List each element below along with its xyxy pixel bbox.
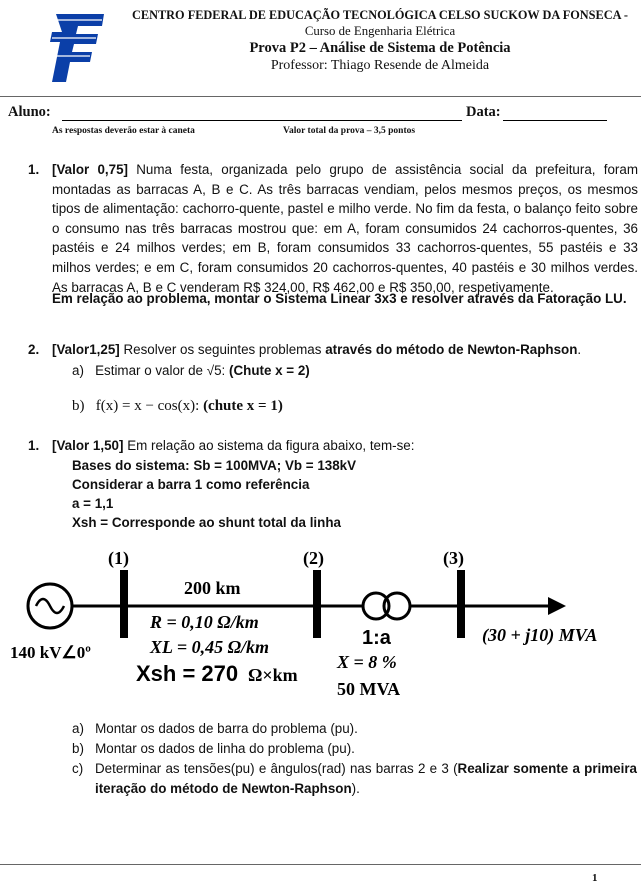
cefet-logo bbox=[48, 10, 106, 86]
exam-title: Prova P2 – Análise de Sistema de Potência bbox=[249, 40, 511, 56]
bus-1-label: (1) bbox=[108, 548, 129, 568]
bus-2-bar bbox=[313, 570, 321, 638]
q2-number: 2. bbox=[28, 342, 40, 357]
q3-item-c-end: ). bbox=[351, 781, 360, 796]
q3-item-c-bold: Realizar somente a primeira iteração do método de Newton-Raphson bbox=[95, 761, 637, 796]
q1-value: [Valor 0,75] bbox=[52, 162, 128, 177]
source-voltage: 140 kV∠0º bbox=[10, 643, 91, 662]
q3-item-a-label: a) bbox=[72, 721, 84, 736]
line-shunt bbox=[136, 661, 238, 686]
data-label: Data: bbox=[466, 104, 501, 120]
institution-name: CENTRO FEDERAL DE EDUCAÇÃO TECNOLÓGICA CELSO SUCKOW DA FONSECA - bbox=[132, 8, 628, 22]
q2-value: [Valor1,25] bbox=[52, 342, 120, 357]
q3-item-a-text: Montar os dados de barra do problema (pu). bbox=[95, 721, 358, 736]
q1-body bbox=[52, 160, 638, 297]
course-name: Curso de Engenharia Elétrica bbox=[304, 24, 456, 38]
q1-text: Numa festa, organizada pelo grupo de assistência social da prefeitura, foram montadas as barracas A, B e C. As três barracas vendiam, pelos mesmos preços, os mesmos tipos de alimentação: cachorro-quente, pastel e milho verde. No fim da festa, o balanço feito sobre o consumo nas três barracas mostrou que: em A, foram consumidos 24 cachorros-quentes, 36 pastéis e 24 milhos verdes; em B, foram consumidos 33 cachorros-quentes, 55 pastéis e 33 milhos verdes; e em C, foram consumidos 20 cachorros-quentes, 40 pastéis e 30 milhos verdes. As barracas A, B e C venderam R$ 324,00, R$ 462,00 e R$ 350,00, respetivamente. bbox=[52, 162, 638, 295]
line-resistance: R = 0,10 Ω/km bbox=[150, 612, 259, 632]
q3-ref: Considerar a barra 1 como referência bbox=[72, 477, 310, 492]
q3-value: [Valor 1,50] bbox=[52, 438, 124, 453]
q3-item-b-label: b) bbox=[72, 741, 84, 756]
transformer-ratio: 1:a bbox=[362, 627, 391, 649]
q2-body bbox=[52, 340, 638, 360]
load-arrow-icon bbox=[548, 597, 566, 615]
transformer-rating: 50 MVA bbox=[337, 679, 401, 699]
line-shunt-value: Xsh = 270 bbox=[136, 661, 239, 686]
bus-2-label: (2) bbox=[303, 548, 324, 568]
q3-bases: Bases do sistema: Sb = 100MVA; Vb = 138kV bbox=[72, 458, 357, 473]
bus-1-bar bbox=[120, 570, 128, 638]
q3-item-a bbox=[72, 719, 358, 739]
header-divider bbox=[0, 96, 641, 97]
q3-item-b bbox=[72, 739, 355, 759]
q3-item-c-text: Determinar as tensões(pu) e ângulos(rad) nas barras 2 e 3 ( bbox=[95, 761, 458, 776]
q2-b-guess: (chute x = 1) bbox=[203, 398, 283, 414]
q3-item-c-label: c) bbox=[72, 761, 84, 776]
q3-item-b-text: Montar os dados de linha do problema (pu). bbox=[95, 741, 355, 756]
data-field[interactable] bbox=[503, 120, 607, 121]
note-pen: As respostas deverão estar à caneta bbox=[52, 126, 195, 136]
q2-a-sqrt: √5 bbox=[206, 363, 222, 378]
bus-3-bar bbox=[457, 570, 465, 638]
line-shunt-unit: Ω×km bbox=[248, 665, 298, 685]
generator-sine bbox=[36, 599, 64, 613]
note-total: Valor total da prova – 3,5 pontos bbox=[283, 126, 416, 136]
transformer-reactance: X = 8 % bbox=[337, 652, 397, 672]
line-length: 200 km bbox=[184, 578, 241, 598]
q2-a-text: Estimar o valor de bbox=[95, 363, 204, 378]
q2-a-colon: : bbox=[221, 363, 226, 378]
q3-xsh: Xsh = Corresponde ao shunt total da linha bbox=[72, 515, 341, 530]
q2-item-b bbox=[72, 396, 283, 416]
q3-body bbox=[52, 436, 638, 456]
q2-end: . bbox=[577, 342, 582, 357]
q2-item-a bbox=[72, 361, 310, 381]
q3-a: a = 1,1 bbox=[72, 496, 114, 511]
load-value: (30 + j10) MVA bbox=[482, 625, 598, 645]
page-number: 1 bbox=[592, 872, 598, 884]
bus-3-label: (3) bbox=[443, 548, 464, 568]
q3-item-c bbox=[95, 759, 637, 799]
q1-instruction: Em relação ao problema, montar o Sistema Linear 3x3 e resolver através da Fatoração LU. bbox=[52, 291, 627, 306]
professor-name: Professor: Thiago Resende de Almeida bbox=[270, 58, 490, 73]
footer-divider bbox=[0, 864, 641, 865]
q2-method: através do método de Newton-Raphson bbox=[325, 342, 578, 357]
line-reactance: XL = 0,45 Ω/km bbox=[150, 637, 270, 657]
q2-a-guess: (Chute x = 2) bbox=[229, 363, 310, 378]
q2-b-text: f(x) = x − cos(x): bbox=[95, 398, 200, 414]
q2-a-label: a) bbox=[72, 363, 84, 378]
q3-text: Em relação ao sistema da figura abaixo, tem-se: bbox=[127, 438, 415, 453]
aluno-field[interactable] bbox=[62, 120, 462, 121]
q2-b-label: b) bbox=[72, 398, 85, 414]
q3-number: 1. bbox=[28, 438, 40, 453]
q1-number: 1. bbox=[28, 162, 40, 177]
aluno-label: Aluno: bbox=[8, 104, 51, 120]
q2-text: Resolver os seguintes problemas bbox=[123, 342, 322, 357]
power-system-diagram bbox=[0, 540, 641, 710]
